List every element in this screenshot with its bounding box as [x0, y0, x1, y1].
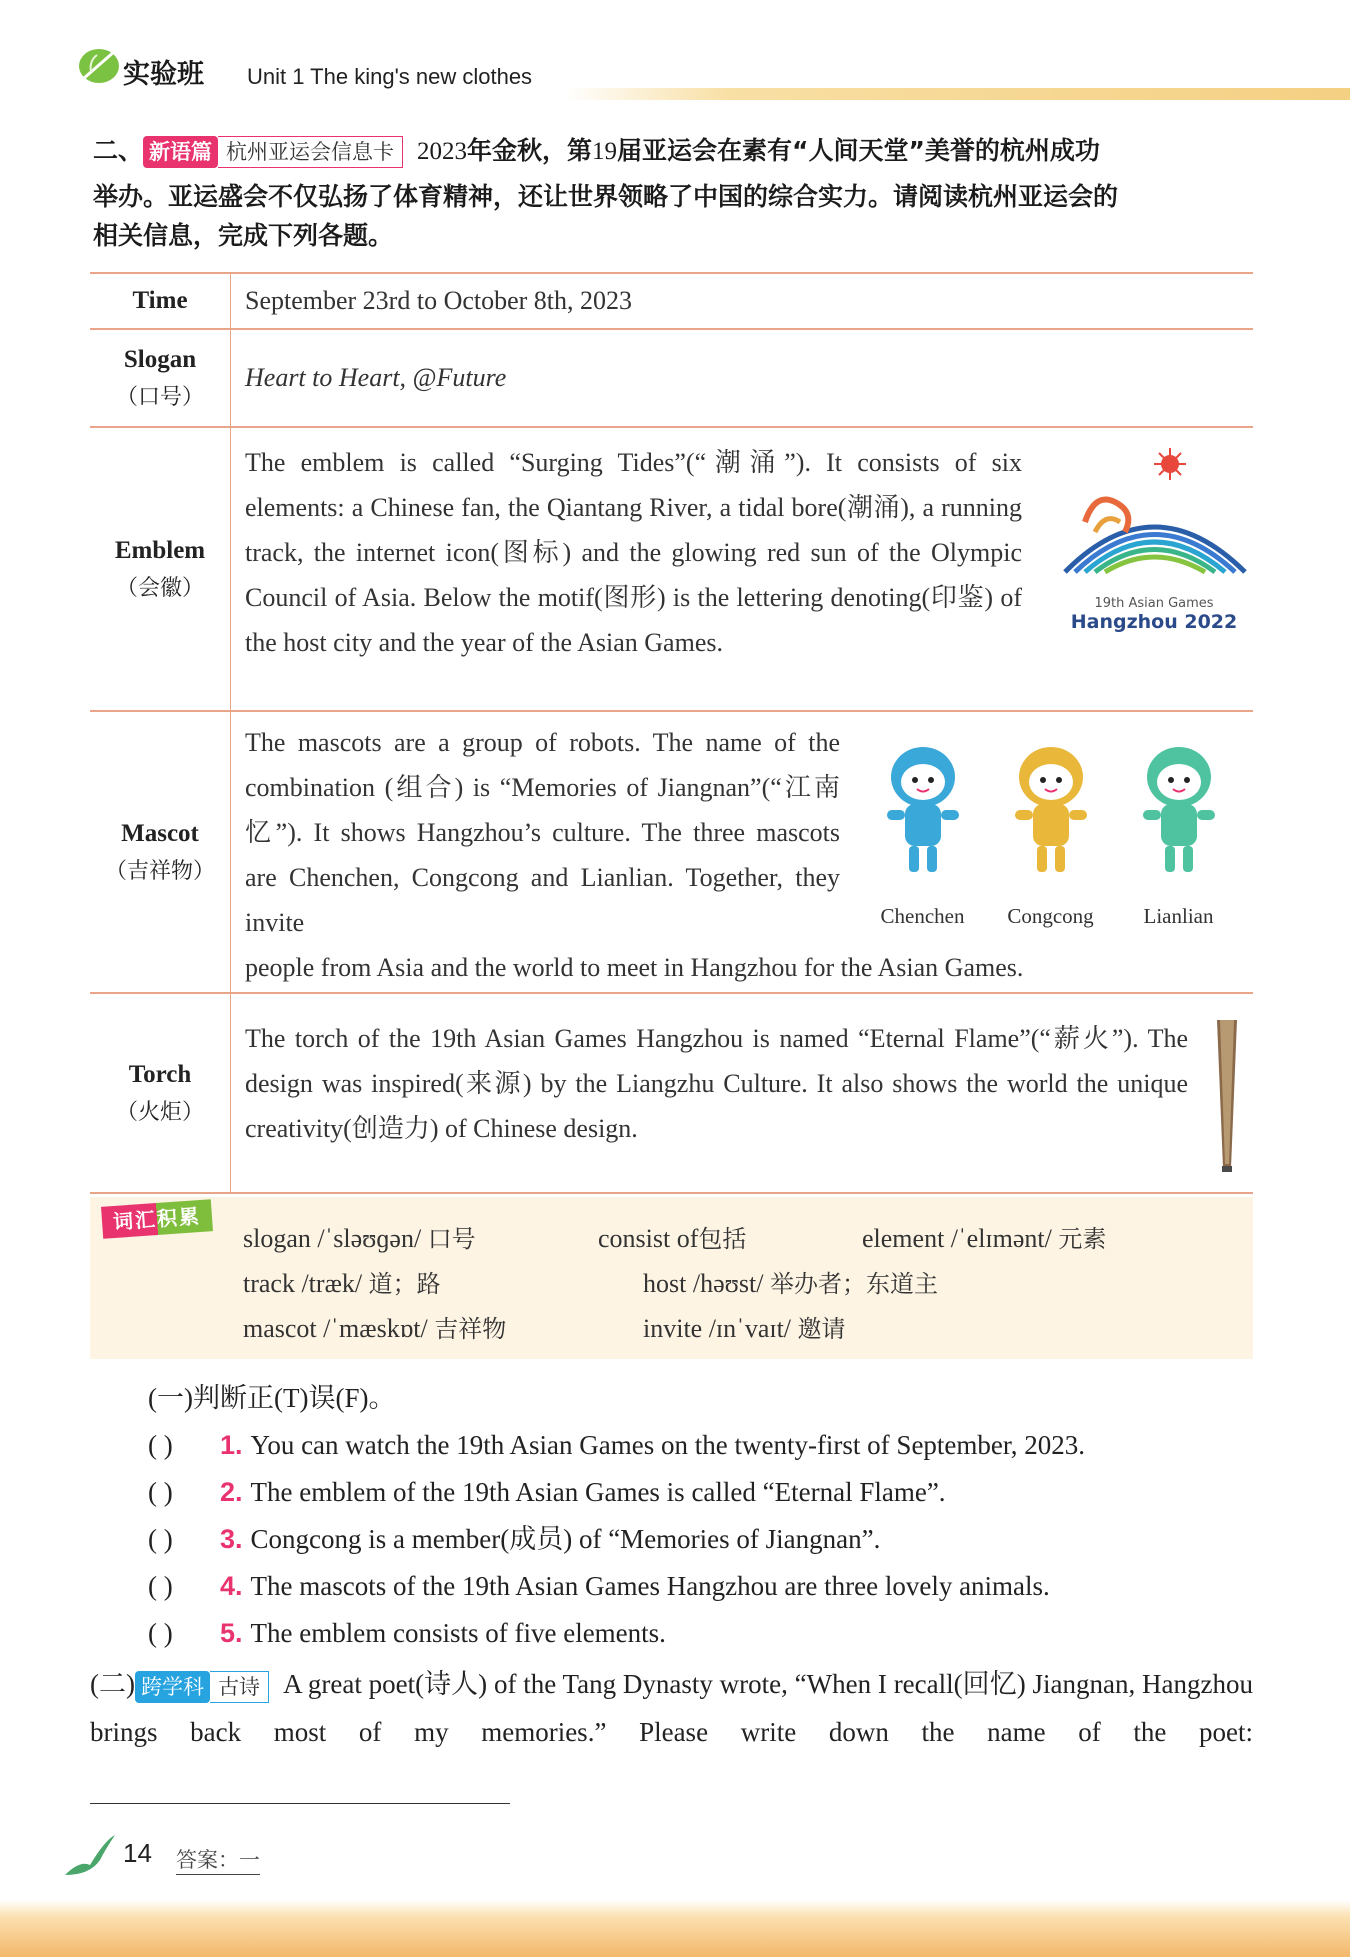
info-table [90, 272, 1253, 1194]
time-label-cell [90, 274, 231, 328]
emblem-logo [1055, 442, 1253, 642]
leaf-logo-icon [75, 45, 121, 87]
mascot-text: The mascots are a group of robots. The name of the combination (组合) is “Memories of Jiangnan”(“江南忆”). It shows Hangzhou’s culture. The three mascots are Chenchen, Congcong and Lianlian. Together, they invite [245, 728, 840, 937]
torch-row [90, 992, 1253, 1194]
emblem-icon [1055, 442, 1253, 592]
mascot-row [90, 710, 1253, 992]
intro-line-3: 相关信息，完成下列各题。 [93, 221, 394, 250]
question-text: The emblem of the 19th Asian Games is called “Eternal Flame”. [250, 1477, 946, 1507]
intro-text-a: 年金秋，第 [467, 136, 593, 165]
time-row [90, 272, 1253, 328]
new-text-badge: 新语篇 [143, 136, 218, 168]
mascot-label-cell [90, 712, 231, 992]
section-number: 二、 [93, 136, 144, 165]
question-number: 4. [220, 1571, 243, 1601]
poet-answer-blank[interactable] [90, 1773, 510, 1804]
torch-label-cell [90, 994, 231, 1192]
vocab-item: host /həʊst/ 举办者；东道主 [643, 1269, 938, 1298]
mascot-group [860, 732, 1253, 932]
vocab-item: invite /ɪnˈvaɪt/ 邀请 [643, 1314, 846, 1343]
emblem-logo-line1: 19th Asian Games [1094, 596, 1214, 611]
part2-text: A great poet(诗人) of the Tang Dynasty wrote, “When I recall(回忆) Jiangnan, Hangzhou brings back most of my memories.” Please write down the name of the poet: [90, 1669, 1253, 1747]
mascot-figure [860, 732, 985, 929]
question-item [148, 1610, 1258, 1657]
true-false-section [148, 1375, 1258, 1657]
question-text: Congcong is a member(成员) of “Memories of Jiangnan”. [250, 1524, 881, 1554]
question-number: 5. [220, 1618, 243, 1648]
emblem-logo-line2: Hangzhou 2022 [1070, 611, 1238, 633]
time-value: September 23rd to October 8th, 2023 [245, 286, 633, 315]
part2-prefix: (二) [90, 1669, 136, 1699]
mascot-name: Lianlian [1143, 904, 1214, 928]
part2-question [90, 1660, 1253, 1804]
question-item [148, 1469, 1258, 1516]
mascot-label-cn: （吉祥物） [104, 858, 215, 884]
info-card-tag: 杭州亚运会信息卡 [218, 136, 403, 168]
emblem-label-cell [90, 428, 231, 710]
question-number: 2. [220, 1477, 243, 1507]
slogan-row [90, 328, 1253, 426]
vocabulary-box [90, 1197, 1253, 1359]
mascot-icon [1129, 732, 1229, 882]
unit-title: Unit 1 The king's new clothes [247, 64, 533, 89]
dragon-icon [60, 1830, 120, 1880]
slogan-label-cell [90, 330, 231, 426]
question-text: The mascots of the 19th Asian Games Hangzhou are three lovely animals. [250, 1571, 1050, 1601]
torch-label-cn: （火炬） [115, 1099, 204, 1125]
page-number: 14 [123, 1838, 152, 1868]
intro-paragraph [93, 128, 1253, 253]
mascot-figure [1116, 732, 1241, 929]
question-item [148, 1422, 1258, 1469]
year-number: 2023 [417, 138, 468, 165]
question-item [148, 1563, 1258, 1610]
question-item [148, 1516, 1258, 1563]
torch-icon [1215, 1018, 1239, 1174]
time-label: Time [132, 287, 188, 314]
answer-paren-blank[interactable]: ( ) [148, 1430, 173, 1460]
vocab-item: track /træk/ 道；路 [243, 1269, 441, 1298]
vocab-item: slogan /ˈsləʊɡən/ 口号 [243, 1224, 476, 1253]
torch-label: Torch [128, 1060, 192, 1088]
answer-paren-blank[interactable]: ( ) [148, 1571, 173, 1601]
question-list [148, 1422, 1258, 1657]
question-text: You can watch the 19th Asian Games on the twenty-first of September, 2023. [250, 1430, 1086, 1460]
page-header [75, 40, 1305, 110]
brand-title: 实验班 [123, 59, 204, 90]
mascot-name: Congcong [1007, 904, 1094, 928]
mascot-icon [1001, 732, 1101, 882]
poem-tag: 古诗 [210, 1671, 269, 1703]
part1-title: (一)判断正(T)误(F)。 [148, 1383, 396, 1413]
emblem-label: Emblem [114, 536, 206, 564]
emblem-label-cn: （会徽） [115, 575, 204, 601]
intro-text-b: 届亚运会在素有“人间天堂”美誉的杭州成功 [617, 136, 1100, 165]
vocab-tag: 词汇积累 [101, 1199, 213, 1239]
vocab-item: mascot /ˈmæskɒt/ 吉祥物 [243, 1314, 507, 1343]
slogan-label: Slogan [123, 345, 197, 373]
mascot-label: Mascot [121, 819, 199, 847]
answer-paren-blank[interactable]: ( ) [148, 1618, 173, 1648]
slogan-label-cn: （口号） [115, 384, 204, 410]
torch-text: The torch of the 19th Asian Games Hangzhou is named “Eternal Flame”(“薪火”). The design was inspired(来源) by the Liangzhu Culture. It also shows the world the unique creativity(创造力) of Chinese design. [245, 1024, 1188, 1143]
edition-number: 19 [592, 138, 618, 165]
slogan-value: Heart to Heart, @Future [245, 363, 507, 392]
footer-band [0, 1900, 1350, 1957]
answer-label: 答案：一 [176, 1844, 260, 1875]
emblem-text: The emblem is called “Surging Tides”(“潮涌”). It consists of six elements: a Chinese fan, the Qiantang River, a tidal bore(潮涌), a running track, the internet icon(图标) and the glowing red sun of the Olympic Council of Asia. Below the motif(图形) is the lettering denoting(印鉴) of the host city and the year of the Asian Games. [245, 448, 1022, 657]
emblem-row [90, 426, 1253, 710]
question-text: The emblem consists of five elements. [250, 1618, 666, 1648]
vocab-item: element /ˈelɪmənt/ 元素 [862, 1224, 1107, 1253]
answer-paren-blank[interactable]: ( ) [148, 1524, 173, 1554]
vocab-item: consist of包括 [598, 1224, 747, 1253]
mascot-name: Chenchen [880, 904, 965, 928]
answer-paren-blank[interactable]: ( ) [148, 1477, 173, 1507]
question-number: 3. [220, 1524, 243, 1554]
mascot-icon [873, 732, 973, 882]
header-band [565, 88, 1350, 100]
mascot-text-tail: people from Asia and the world to meet in Hangzhou for the Asian Games. [245, 953, 1024, 982]
intro-line-2: 举办。亚运盛会不仅弘扬了体育精神，还让世界领略了中国的综合实力。请阅读杭州亚运会的 [93, 182, 1119, 211]
question-number: 1. [220, 1430, 243, 1460]
mascot-figure [988, 732, 1113, 929]
cross-subject-badge: 跨学科 [135, 1671, 210, 1703]
